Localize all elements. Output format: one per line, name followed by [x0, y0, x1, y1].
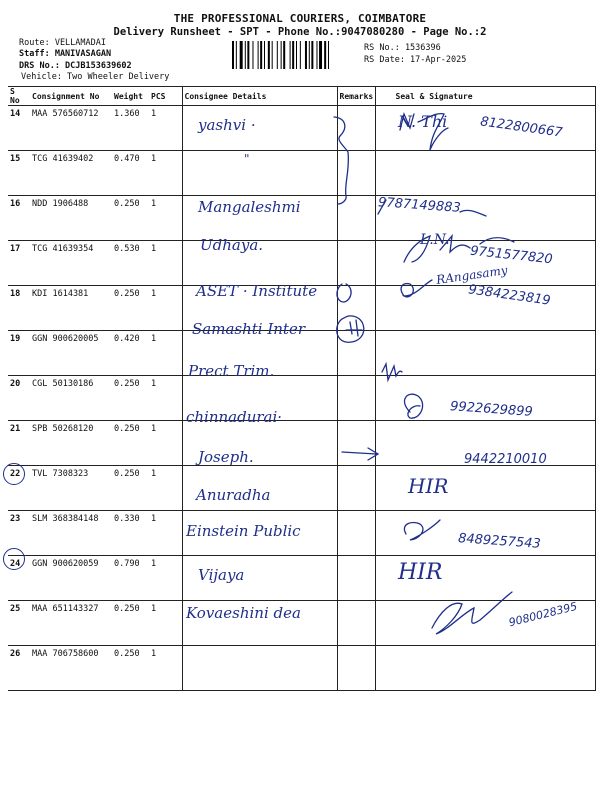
weight-cell: 0.790	[112, 556, 149, 601]
table-row	[8, 556, 595, 601]
column-header: Weight	[112, 87, 149, 106]
table-row	[8, 151, 595, 196]
handwritten-consignee-name: Prect Trim.	[188, 362, 275, 380]
runsheet-table	[8, 86, 596, 691]
handwritten-phone-number: 8122800667	[479, 114, 564, 141]
serial-number-cell: 16	[8, 196, 30, 241]
handwritten-phone-number: 9787149883	[377, 195, 462, 216]
pcs-cell: 1	[149, 511, 182, 556]
remarks-cell	[337, 151, 375, 196]
row-circle-25	[3, 548, 25, 570]
consignee-details-cell	[182, 646, 337, 691]
weight-cell: 0.250	[112, 376, 149, 421]
column-header: Seal & Signature	[375, 87, 595, 106]
consignment-number-cell: MAA 651143327	[30, 601, 112, 646]
drs-number: DRS No.: DCJB153639602	[19, 61, 132, 71]
column-header: Remarks	[337, 87, 375, 106]
serial-number-cell: 24	[8, 556, 30, 601]
consignment-number-cell: GGN 900620059	[30, 556, 112, 601]
route-label: Route: VELLAMADAI	[19, 38, 106, 48]
serial-number-cell: 22	[8, 466, 30, 511]
seal-signature-cell	[375, 646, 595, 691]
serial-number-cell: 20	[8, 376, 30, 421]
remarks-cell	[337, 646, 375, 691]
signature-hir: HIR	[398, 560, 443, 585]
column-header: Consignee Details	[182, 87, 337, 106]
remarks-cell	[337, 196, 375, 241]
handwritten-consignee-name: Samashti Inter	[192, 320, 305, 338]
handwritten-phone-number: 9384223819	[467, 282, 552, 309]
consignment-number-cell: TVL 7308323	[30, 466, 112, 511]
signature-hir: HIR	[408, 474, 449, 498]
pcs-cell: 1	[149, 466, 182, 511]
remarks-cell	[337, 241, 375, 286]
serial-number-cell: 17	[8, 241, 30, 286]
rs-date: RS Date: 17-Apr-2025	[364, 55, 467, 65]
pcs-cell: 1	[149, 151, 182, 196]
weight-cell: 1.360	[112, 106, 149, 151]
table-row	[8, 601, 595, 646]
signature-initials: L.N.	[420, 232, 450, 248]
pcs-cell: 1	[149, 331, 182, 376]
serial-number-cell: 15	[8, 151, 30, 196]
staff-label: Staff: MANIVASAGAN	[19, 49, 112, 59]
table-row	[8, 196, 595, 241]
handwritten-phone-number: 9442210010	[464, 452, 547, 467]
weight-cell: 0.420	[112, 331, 149, 376]
weight-cell: 0.330	[112, 511, 149, 556]
company-title: THE PROFESSIONAL COURIERS, COIMBATORE	[173, 12, 427, 25]
handwritten-phone-number: 9080028395	[507, 599, 579, 630]
handwritten-consignee-name: "	[244, 152, 250, 166]
signature-name: RAngasamy	[435, 263, 509, 287]
pcs-cell: 1	[149, 556, 182, 601]
barcode	[232, 41, 354, 69]
serial-number-cell: 18	[8, 286, 30, 331]
signature-initials: N. Thi	[398, 112, 448, 131]
handwritten-consignee-name: Udhaya.	[200, 236, 264, 254]
consignment-number-cell: TCG 41639402	[30, 151, 112, 196]
weight-cell: 0.470	[112, 151, 149, 196]
column-header: Consignment No	[30, 87, 112, 106]
remarks-cell	[337, 376, 375, 421]
remarks-cell	[337, 511, 375, 556]
serial-number-cell: 26	[8, 646, 30, 691]
vehicle-label: Vehicle: Two Wheeler Delivery	[21, 72, 170, 82]
pcs-cell: 1	[149, 241, 182, 286]
handwritten-consignee-name: chinnadurai·	[186, 408, 283, 426]
pcs-cell: 1	[149, 601, 182, 646]
runsheet-subtitle: Delivery Runsheet - SPT - Phone No.:9047080280 - Page No.:2	[113, 26, 487, 38]
column-header: S No	[8, 87, 30, 106]
consignee-details-cell	[182, 151, 337, 196]
weight-cell: 0.250	[112, 286, 149, 331]
pcs-cell: 1	[149, 421, 182, 466]
handwritten-phone-number: 9922629899	[449, 399, 534, 420]
rs-number: RS No.: 1536396	[364, 43, 441, 53]
consignment-number-cell: CGL 50130186	[30, 376, 112, 421]
consignment-number-cell: NDD 1906488	[30, 196, 112, 241]
handwritten-consignee-name: Anuradha	[196, 486, 271, 504]
handwritten-phone-number: 8489257543	[457, 531, 542, 552]
remarks-cell	[337, 106, 375, 151]
consignment-number-cell: GGN 900620005	[30, 331, 112, 376]
handwritten-consignee-name: ASET · Institute	[196, 282, 318, 300]
table-header-row	[8, 87, 595, 106]
handwritten-consignee-name: Mangaleshmi	[198, 198, 301, 216]
serial-number-cell: 19	[8, 331, 30, 376]
weight-cell: 0.250	[112, 196, 149, 241]
serial-number-cell: 23	[8, 511, 30, 556]
consignment-number-cell: TCG 41639354	[30, 241, 112, 286]
table-row	[8, 646, 595, 691]
row-circle-23	[3, 463, 25, 485]
pcs-cell: 1	[149, 106, 182, 151]
handwritten-consignee-name: Einstein Public	[186, 522, 301, 540]
seal-signature-cell	[375, 151, 595, 196]
weight-cell: 0.250	[112, 421, 149, 466]
remarks-cell	[337, 466, 375, 511]
weight-cell: 0.250	[112, 646, 149, 691]
weight-cell: 0.250	[112, 601, 149, 646]
consignment-number-cell: MAA 706758600	[30, 646, 112, 691]
serial-number-cell: 14	[8, 106, 30, 151]
handwritten-consignee-name: yashvi ·	[198, 116, 256, 134]
remarks-cell	[337, 421, 375, 466]
pcs-cell: 1	[149, 646, 182, 691]
handwritten-consignee-name: Joseph.	[198, 448, 254, 466]
pcs-cell: 1	[149, 376, 182, 421]
remarks-cell	[337, 331, 375, 376]
consignment-number-cell: SPB 50268120	[30, 421, 112, 466]
consignment-number-cell: SLM 368384148	[30, 511, 112, 556]
handwritten-phone-number: 9751577820	[469, 243, 554, 268]
column-header: PCS	[149, 87, 182, 106]
seal-signature-cell	[375, 331, 595, 376]
pcs-cell: 1	[149, 196, 182, 241]
remarks-cell	[337, 601, 375, 646]
consignment-number-cell: KDI 1614381	[30, 286, 112, 331]
handwritten-consignee-name: Vijaya	[198, 566, 245, 584]
pcs-cell: 1	[149, 286, 182, 331]
weight-cell: 0.530	[112, 241, 149, 286]
remarks-cell	[337, 556, 375, 601]
serial-number-cell: 21	[8, 421, 30, 466]
remarks-cell	[337, 286, 375, 331]
consignment-number-cell: MAA 576560712	[30, 106, 112, 151]
table-row	[8, 466, 595, 511]
weight-cell: 0.250	[112, 466, 149, 511]
handwritten-consignee-name: Kovaeshini dea	[186, 604, 301, 622]
serial-number-cell: 25	[8, 601, 30, 646]
